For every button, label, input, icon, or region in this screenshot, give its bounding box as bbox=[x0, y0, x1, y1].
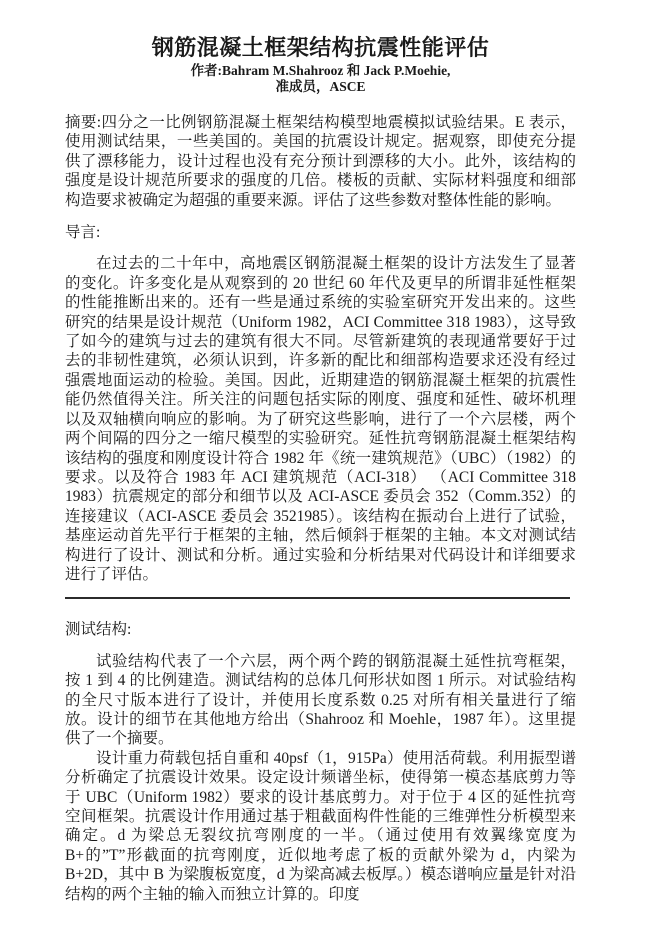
document-title: 钢筋混凝土框架结构抗震性能评估 bbox=[151, 35, 490, 60]
author-line: 作者:Bahram M.Shahrooz 和 Jack P.Moehie, bbox=[190, 63, 451, 78]
section-divider bbox=[65, 597, 570, 599]
test-structure-paragraph-1: 试验结构代表了一个六层，两个两个跨的钢筋混凝土延性抗弯框架，按 1 到 4 的比例建造。测试结构的总体几何形状如图 1 所示。对试验结构的全尺寸版本进行了设计，并使用长度系数 0.25 对所有相关量进行了缩放。设计的细节在其他地方给出（Shahrooz 和 Moehle，1987 年）。这里提供了一个摘要。 bbox=[65, 652, 576, 748]
test-structure-paragraph-2: 设计重力荷载包括自重和 40psf（1，915Pa）使用活荷载。利用振型谱分析确定了抗震设计效果。设定设计频谱坐标，使得第一模态基底剪力等于 UBC（Uniform 1982）要求的设计基底剪力。对于位于 4 区的延性抗弯空间框架。抗震设计作用通过基于粗截面构件性能的三维弹性分析模型来确定。d 为梁总无裂纹抗弯刚度的一半。（通过使用有效翼缘宽度为 B+的”T”形截面的抗弯刚度，近似地考虑了板的贡献外梁为 d，内梁为 B+2D，其中 B 为梁腹板宽度，d 为梁高减去板厚。）模态谱响应量是针对沿结构的两个主轴的输入而独立计算的。印度 bbox=[65, 749, 576, 903]
abstract-paragraph: 摘要:四分之一比例钢筋混凝土框架结构模型地震模拟试验结果。E 表示，使用测试结果，一些美国的。美国的抗震设计规定。据观察，即使充分提供了漂移能力，设计过程也没有充分预计到漂移的大小。此外，该结构的强度是设计规范所要求的强度的几倍。楼板的贡献、实际材料强度和细部构造要求被确定为超强的重要来源。评估了这些参数对整体性能的影响。 bbox=[65, 114, 576, 209]
introduction-heading: 导言: bbox=[65, 224, 101, 242]
introduction-paragraph: 在过去的二十年中，高地震区钢筋混凝土框架的设计方法发生了显著的变化。许多变化是从观察到的 20 世纪 60 年代及更早的所谓非延性框架的性能推断出来的。还有一些是通过系统的实验室研究开发出来的。这些研究的结果是设计规范（Uniform 1982，ACI Committee 318 1983），这导致了如今的建筑与过去的建筑有很大不同。尽管新建筑的表现通常要好于过去的非韧性建筑，必须认识到，许多新的配比和细部构造要求还没有经过强震地面运动的检验。美国。因此，近期建造的钢筋混凝土框架的抗震性能仍然值得关注。所关注的问题包括实际的刚度、强度和延性、破坏机理以及双轴横向响应的影响。为了研究这些影响，进行了一个六层楼，两个两个间隔的四分之一缩尺模型的实验研究。延性抗弯钢筋混凝土框架结构该结构的强度和刚度设计符合 1982 年《统一建筑规范》（UBC）（1982）的要求。以及符合 1983 年 ACI 建筑规范（ACI-318） （ACI Committee 318 1983）抗震规定的部分和细节以及 ACI-ASCE 委员会 352（Comm.352）的连接建议（ACI-ASCE 委员会 3521985）。该结构在振动台上进行了试验，基座运动首先平行于框架的主轴，然后倾斜于框架的主轴。本文对测试结构进行了设计、测试和分析。通过实验和分析结果对代码设计和详细要求进行了评估。 bbox=[65, 255, 576, 583]
section-test-structure bbox=[65, 620, 576, 904]
section-introduction bbox=[65, 223, 576, 584]
test-structure-heading: 测试结构: bbox=[65, 621, 132, 639]
membership-line: 准成员，ASCE bbox=[275, 79, 366, 94]
